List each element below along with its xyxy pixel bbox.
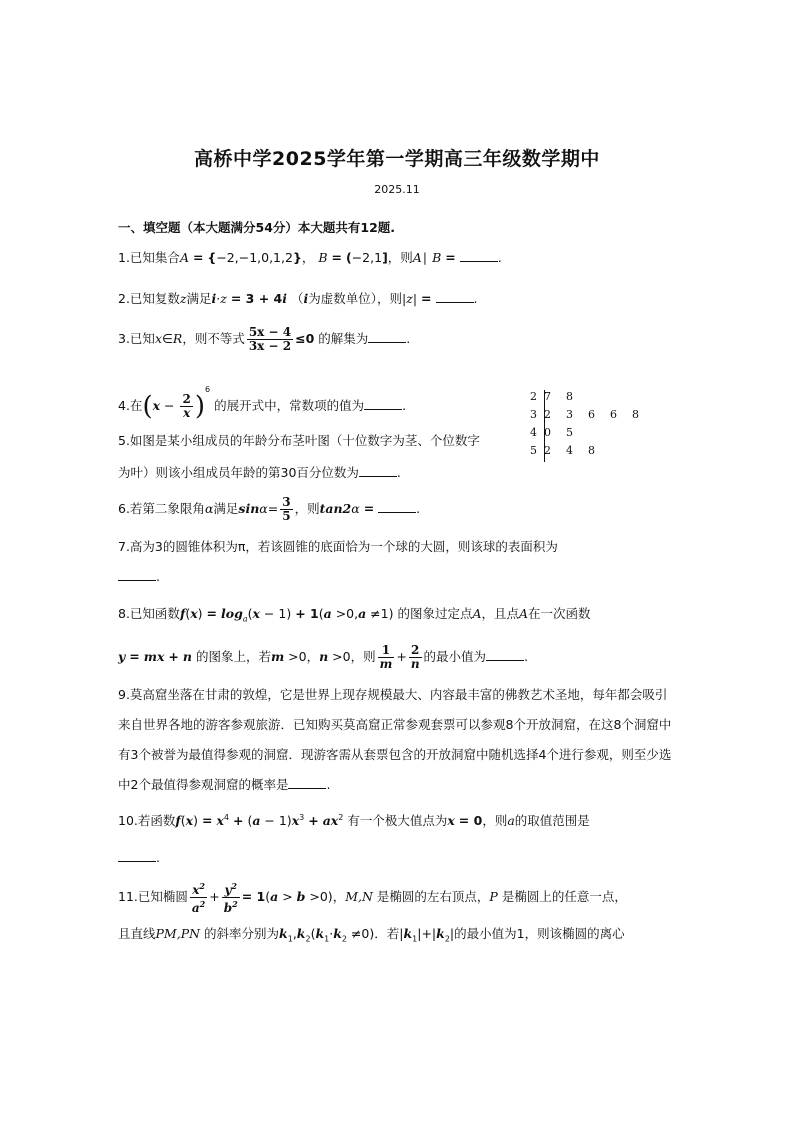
question-9: 9.莫高窟坐落在甘肃的敦煌，它是世界上现存规模最大、内容最丰富的佛教艺术圣地，每年都会吸引来自世界各地的游客参观旅游．已知购买莫高窟正常参观套票可以参观8个开放洞窟，在这8个洞窟中有3个被誉为最值得参观的洞窟．现游客需从套票包含的开放洞窟中随机选择4个进行参观，则至少选中2个最值得参观洞窟的概率是 . [118, 687, 672, 792]
stem-leaf-plot [530, 388, 654, 460]
question-5-line1: 5.如图是某小组成员的年龄分布茎叶图（十位数字为茎、个位数字 [118, 433, 480, 448]
question-10: 10.若函数$f(x) = x^4 + (a - 1)x^3 + ax^2$ 有一个极大值点为x = 0，则a的取值范围是 [118, 813, 590, 829]
question-1: 1.已知集合A = {−2,−1,0,1,2}， B = (−2,1]，则A∣ B = . [118, 250, 502, 265]
answer-blank[interactable] [486, 648, 524, 661]
exam-date: 2025.11 [374, 183, 420, 196]
stem-row-4: 4 0 5 [530, 426, 573, 439]
stem-row-3: 3 2 3 6 6 8 [530, 408, 639, 421]
section-heading: 一、填空题（本大题满分54分）本大题共有12题. [118, 220, 396, 235]
question-11: 11.已知椭圆 $\frac{x^2}{a^2}$ + $\frac{y^2}{b^2}$ = 1(a > b >0)，M,N 是椭圆的左右顶点，P 是椭圆上的任意一点， [118, 881, 627, 915]
answer-blank[interactable] [364, 397, 402, 410]
answer-blank[interactable] [460, 249, 498, 262]
stem-row-2: 2 7 8 [530, 390, 573, 403]
answer-blank[interactable] [436, 290, 474, 303]
stem-row-5: 5 2 4 8 [530, 444, 595, 457]
question-4: 4.在(x − $\frac{2}{x}$ )$^6$ 的展开式中，常数项的值为 . [118, 385, 407, 422]
answer-blank[interactable] [118, 849, 156, 862]
answer-blank[interactable] [118, 568, 156, 581]
question-8-line2: y = mx + n 的图象上，若m >0，n >0，则 $\frac{1}{m}$ + $\frac{2}{n}$ 的最小值为 . [118, 643, 529, 671]
question-10-line2: . [118, 848, 160, 868]
question-8: 8.已知函数$f(x) = \log_a(x - 1) + 1(a >0,a \ne 1)$ 的图象过定点A，且点A在一次函数 [118, 606, 591, 624]
question-6: 6.若第二象限角α满足sinα= $\frac{3}{5}$ ，则tan2α = . [118, 495, 421, 523]
question-11-line2: 且直线PM,PN 的斜率分别为$k_1,k_2(k_1\cdot k_2 \ne 0)$．若$|k_1|+|k_2|$的最小值为1，则该椭圆的离心 [118, 926, 625, 944]
answer-blank[interactable] [359, 464, 397, 477]
question-3: 3.已知x∈R，则不等式 $\frac{5x - 4}{3x - 2}$ ≤0 的解集为 . [118, 325, 411, 353]
question-2: 2.已知复数z满足i·z = 3 + 4i （i为虚数单位），则|z| = . [118, 291, 478, 306]
answer-blank[interactable] [288, 776, 326, 789]
answer-blank[interactable] [368, 330, 406, 343]
answer-blank[interactable] [378, 500, 416, 513]
question-7: 7.高为3的圆锥体积为π，若该圆锥的底面恰为一个球的大圆，则该球的表面积为 [118, 539, 558, 554]
question-5-line2: 为叶）则该小组成员年龄的第30百分位数为 . [118, 465, 401, 480]
exam-title: 高桥中学2025学年第一学期高三年级数学期中 [194, 148, 600, 170]
question-7-line2: . [118, 567, 160, 587]
